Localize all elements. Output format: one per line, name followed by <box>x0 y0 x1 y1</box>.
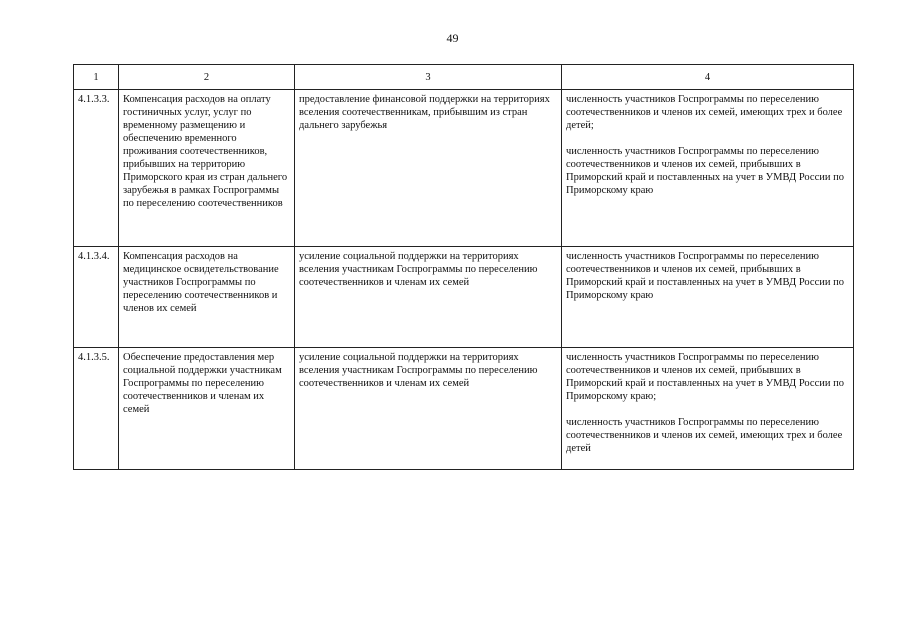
indicator-text: численность участников Госпрограммы по переселению соотечественников и членов их семей, прибывших в Приморский край и поставленных на учет в УМВД России по Приморскому краю <box>566 146 844 196</box>
table-row <box>74 90 854 247</box>
header-cell-2: 2 <box>119 65 295 90</box>
row-number: 4.1.3.5. <box>74 348 119 470</box>
indicator-text: численность участников Госпрограммы по переселению соотечественников и членов их семей, прибывших в Приморский край и поставленных на учет в УМВД России по Приморскому краю; <box>566 352 844 402</box>
indicators-cell <box>562 247 854 348</box>
expected-result: усиление социальной поддержки на территориях вселения участникам Госпрограммы по переселению соотечественников и членам их семей <box>295 348 562 470</box>
header-cell-1: 1 <box>74 65 119 90</box>
measure-name: Обеспечение предоставления мер социальной поддержки участникам Госпрограммы по переселению соотечественников и членам их семей <box>119 348 295 470</box>
row-number: 4.1.3.4. <box>74 247 119 348</box>
measure-name: Компенсация расходов на медицинское освидетельствование участников Госпрограммы по переселению соотечественников и членов их семей <box>119 247 295 348</box>
expected-result: предоставление финансовой поддержки на территориях вселения соотечественникам, прибывшим из стран дальнего зарубежья <box>295 90 562 247</box>
indicators-cell <box>562 348 854 470</box>
page-number: 49 <box>446 31 459 45</box>
row-number: 4.1.3.3. <box>74 90 119 247</box>
indicators-cell <box>562 90 854 247</box>
header-cell-4: 4 <box>562 65 854 90</box>
measure-name: Компенсация расходов на оплату гостиничных услуг, услуг по временному размещению и обеспечению временного проживания соотечественников, прибывших на территорию Приморского края из стран дальнего зарубежья в рамках Госпрограммы по переселению соотечественников <box>119 90 295 247</box>
indicator-text: численность участников Госпрограммы по переселению соотечественников и членов их семей, имеющих трех и более детей <box>566 417 843 454</box>
table-header-row <box>74 65 854 90</box>
table-row <box>74 247 854 348</box>
expected-result: усиление социальной поддержки на территориях вселения участникам Госпрограммы по переселению соотечественников и членам их семей <box>295 247 562 348</box>
measures-table <box>73 64 854 470</box>
indicator-text: численность участников Госпрограммы по переселению соотечественников и членов их семей, прибывших в Приморский край и поставленных на учет в УМВД России по Приморскому краю <box>566 251 844 301</box>
indicator-text: численность участников Госпрограммы по переселению соотечественников и членов их семей, имеющих трех и более детей; <box>566 94 843 131</box>
table-row <box>74 348 854 470</box>
header-cell-3: 3 <box>295 65 562 90</box>
